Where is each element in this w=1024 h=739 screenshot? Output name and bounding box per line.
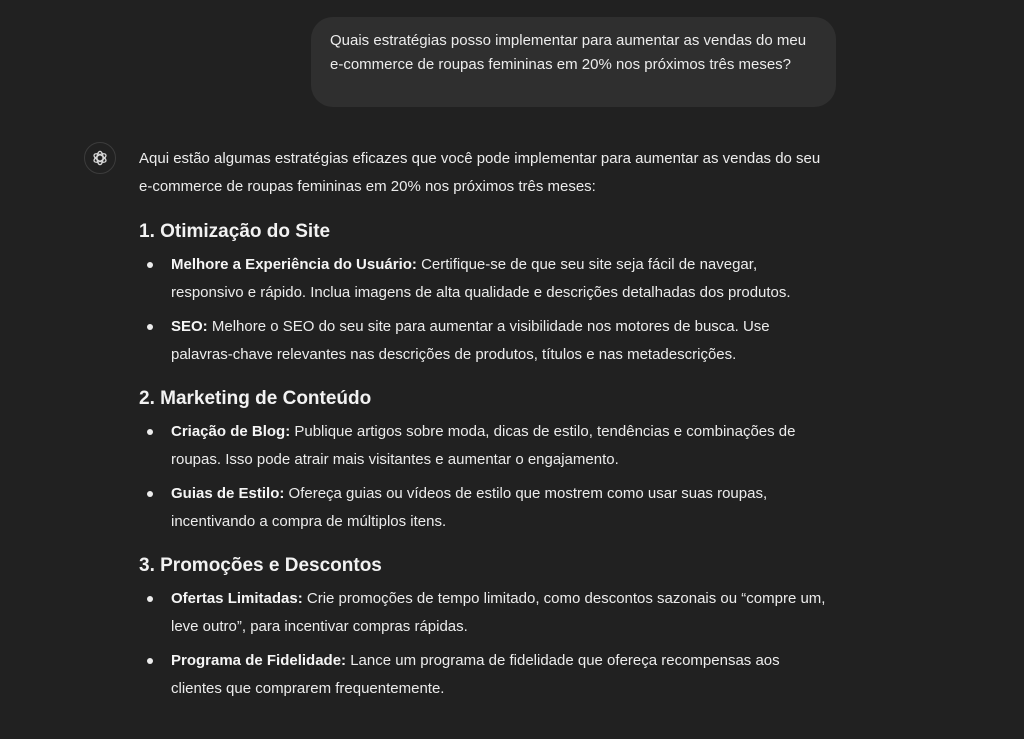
item-text: Lance um programa de fidelidade que ofereça recompensas aos clientes que comprarem frequentemente.	[171, 652, 780, 697]
section-list	[139, 418, 829, 535]
item-text: Ofereça guias ou vídeos de estilo que mostrem como usar suas roupas, incentivando a compra de múltiplos itens.	[171, 485, 768, 530]
assistant-response	[139, 145, 829, 709]
section-heading: 3. Promoções e Descontos	[139, 555, 382, 576]
openai-logo-icon	[90, 148, 110, 168]
response-intro: Aqui estão algumas estratégias eficazes que você pode implementar para aumentar as vendas do seu e-commerce de roupas femininas em 20% nos próximos três meses:	[139, 150, 821, 195]
item-title: Programa de Fidelidade:	[171, 652, 347, 669]
user-message-text: Quais estratégias posso implementar para aumentar as vendas do meu e-commerce de roupas femininas em 20% nos próximos três meses?	[330, 32, 807, 73]
list-item	[139, 480, 829, 535]
item-title: Melhore a Experiência do Usuário:	[171, 256, 417, 273]
list-item	[139, 313, 829, 368]
item-title: Criação de Blog:	[171, 423, 291, 440]
item-text: Certifique-se de que seu site seja fácil de navegar, responsivo e rápido. Inclua imagens de alta qualidade e descrições detalhadas dos produtos.	[171, 256, 791, 301]
assistant-avatar	[84, 142, 116, 174]
item-text: Crie promoções de tempo limitado, como descontos sazonais ou “compre um, leve outro”, para incentivar compras rápidas.	[171, 590, 826, 635]
list-item	[139, 647, 829, 702]
item-title: SEO:	[171, 318, 208, 335]
list-item	[139, 585, 829, 640]
section-list	[139, 251, 829, 368]
list-item	[139, 418, 829, 473]
item-text: Melhore o SEO do seu site para aumentar a visibilidade nos motores de busca. Use palavras-chave relevantes nas descrições de produtos, títulos e nas metadescrições.	[171, 318, 770, 363]
section-list	[139, 585, 829, 702]
item-title: Guias de Estilo:	[171, 485, 285, 502]
section-heading: 1. Otimização do Site	[139, 221, 331, 242]
list-item	[139, 251, 829, 306]
section-heading: 2. Marketing de Conteúdo	[139, 388, 372, 409]
item-text: Publique artigos sobre moda, dicas de estilo, tendências e combinações de roupas. Isso pode atrair mais visitantes e aumentar o engajamento.	[171, 423, 796, 468]
item-title: Ofertas Limitadas:	[171, 590, 303, 607]
user-message-bubble	[311, 17, 836, 107]
